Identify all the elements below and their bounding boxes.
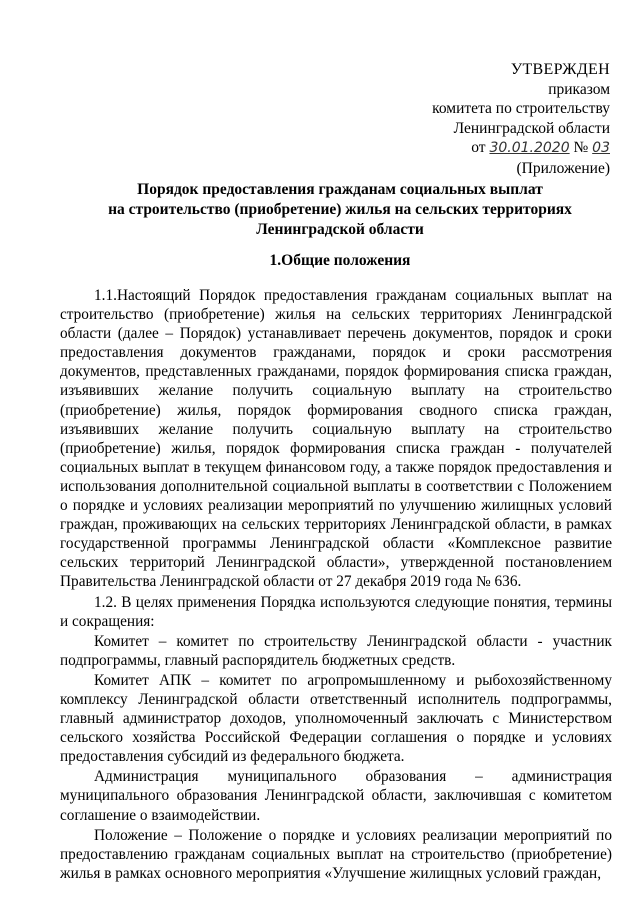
approval-number: 03 bbox=[592, 140, 610, 156]
approval-from-label: от bbox=[471, 139, 486, 156]
definition-committee: Комитет – комитет по строительству Ленинградской области - участник подпрограммы, главный распорядитель бюджетных средств. bbox=[60, 632, 612, 669]
document-title-line-3: Ленинградской области bbox=[256, 221, 424, 238]
approval-stamp bbox=[432, 60, 610, 178]
section-heading: 1.Общие положения bbox=[269, 252, 411, 269]
approval-appendix: (Приложение) bbox=[516, 159, 610, 177]
definition-regulation: Положение – Положение о порядке и условиях реализации мероприятий по предоставлению гражданам социальных выплат на строительство (приобретение) жилья в рамках основного мероприятия «Улучшение жилищных условий граждан, bbox=[60, 826, 612, 882]
document-title-line-1: Порядок предоставления гражданам социальных выплат bbox=[137, 181, 543, 198]
approval-title: УТВЕРЖДЕН bbox=[510, 61, 610, 78]
definition-administration: Администрация муниципального образования – администрация муниципального образования Ленинградской области, заключившая с комитетом соглашение о взаимодействии. bbox=[60, 768, 612, 824]
paragraph-1-2: 1.2. В целях применения Порядка используются следующие понятия, термины и сокращения: bbox=[60, 593, 612, 630]
approval-region: Ленинградской области bbox=[453, 119, 610, 137]
paragraph-1-1: 1.1.Настоящий Порядок предоставления гражданам социальных выплат на строительство (приобретение) жилья на сельских территориях Ленинградской области (далее – Порядок) устанавливает перечень документов, порядок и сроки предоставления документов гражданами, порядок и сроки рассмотрения документов, представленных гражданами, порядок формирования списка граждан, изъявивших желание получить социальную выплату на строительство (приобретение) жилья, порядок формирования сводного списка граждан, изъявивших желание получить социальную выплату на строительство (приобретение) жилья, порядок формирования списка граждан - получателей социальных выплат в текущем финансовом году, а также порядок предоставления и использования дополнительной социальной выплаты в соответствии с Положением о порядке и условиях реализации мероприятий по улучшению жилищных условий граждан, проживающих на сельских территориях Ленинградской области, в рамках государственной программы Ленинградской области «Комплексное развитие сельских территорий Ленинградской области», утвержденной постановлением Правительства Ленинградской области от 27 декабря 2019 года № 636. bbox=[60, 287, 612, 591]
definition-committee-apk: Комитет АПК – комитет по агропромышленному и рыбохозяйственному комплексу Ленинградской области ответственный исполнитель подпрограммы, главный администратор доходов, уполномоченный заключать с Министерством сельского хозяйства Российской Федерации соглашения о порядке и условиях предоставления субсидий из федерального бюджета. bbox=[60, 671, 612, 766]
document-title-line-2: на строительство (приобретение) жилья на сельских территориях bbox=[108, 201, 572, 218]
approval-number-label: № bbox=[573, 139, 589, 156]
document-title bbox=[60, 180, 620, 240]
approval-date-line bbox=[432, 138, 610, 159]
approval-committee: комитета по строительству bbox=[432, 100, 610, 117]
approval-order-label: приказом bbox=[548, 80, 610, 98]
approval-date: 30.01.2020 bbox=[489, 140, 570, 156]
document-body bbox=[60, 286, 612, 883]
